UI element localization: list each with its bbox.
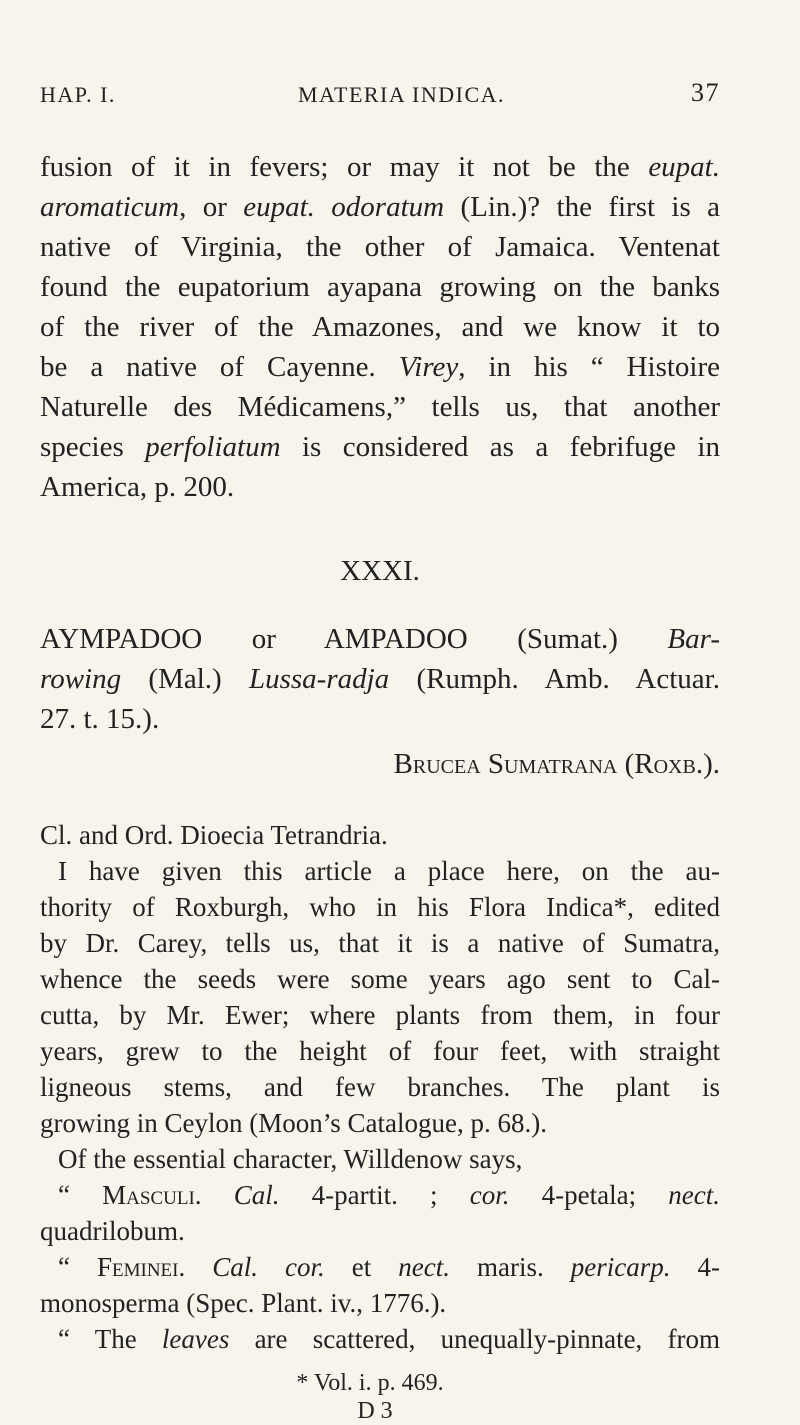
footnote: * Vol. i. p. 469. bbox=[296, 1370, 444, 1396]
text-line: of the river of the Amazones, and we know it to bbox=[40, 311, 720, 343]
text-line: native of Virginia, the other of Jamaica. Ventenat bbox=[40, 231, 720, 263]
running-title: MATERIA INDICA. bbox=[298, 82, 506, 107]
botanical-name: Brucea Sumatrana (Roxb.). bbox=[393, 748, 720, 780]
running-header bbox=[40, 78, 720, 122]
text-line: fusion of it in fevers; or may it not be the eupat. bbox=[40, 151, 720, 183]
page-number: 37 bbox=[691, 78, 720, 107]
entry-heading: 27. t. 15.). bbox=[40, 703, 160, 735]
chapter-label: HAP. I. bbox=[40, 82, 116, 107]
entry-heading: rowing (Mal.) Lussa-radja (Rumph. Amb. Actuar. bbox=[40, 663, 720, 695]
entry-heading: AYMPADOO or AMPADOO (Sumat.) Bar- bbox=[40, 623, 720, 655]
text-line: quadrilobum. bbox=[40, 1216, 185, 1246]
section-number: XXXI. bbox=[340, 555, 420, 587]
text-line: monosperma (Spec. Plant. iv., 1776.). bbox=[40, 1288, 447, 1318]
text-line: found the eupatorium ayapana growing on the banks bbox=[40, 271, 720, 303]
text-line: growing in Ceylon (Moon’s Catalogue, p. 68.). bbox=[40, 1108, 547, 1138]
text-line: Of the essential character, Willdenow says, bbox=[58, 1144, 523, 1174]
text-line: ligneous stems, and few branches. The plant is bbox=[40, 1072, 720, 1102]
text-line: I have given this article a place here, on the au- bbox=[58, 856, 720, 886]
text-line: years, grew to the height of four feet, with straight bbox=[40, 1036, 720, 1066]
text-line: “ Masculi. Cal. 4-partit. ; cor. 4-petala; nect. bbox=[58, 1180, 720, 1210]
text-line: cutta, by Mr. Ewer; where plants from them, in four bbox=[40, 1000, 720, 1030]
text-line: thority of Roxburgh, who in his Flora Indica*, edited bbox=[40, 892, 720, 922]
text-line: aromaticum, or eupat. odoratum (Lin.)? the first is a bbox=[40, 191, 720, 223]
text-line: species perfoliatum is considered as a febrifuge in bbox=[40, 431, 720, 463]
classification-line: Cl. and Ord. Dioecia Tetrandria. bbox=[40, 820, 388, 850]
signature-mark: D 3 bbox=[357, 1398, 393, 1424]
text-line: “ Feminei. Cal. cor. et nect. maris. pericarp. 4- bbox=[58, 1252, 720, 1282]
text-line: Naturelle des Médicamens,” tells us, that another bbox=[40, 391, 720, 423]
text-line: America, p. 200. bbox=[40, 471, 235, 503]
text-line: by Dr. Carey, tells us, that it is a native of Sumatra, bbox=[40, 928, 720, 958]
text-line: whence the seeds were some years ago sent to Cal- bbox=[40, 964, 720, 994]
text-line: “ The leaves are scattered, unequally-pinnate, from bbox=[58, 1324, 720, 1354]
text-line: be a native of Cayenne. Virey, in his “ Histoire bbox=[40, 351, 721, 383]
